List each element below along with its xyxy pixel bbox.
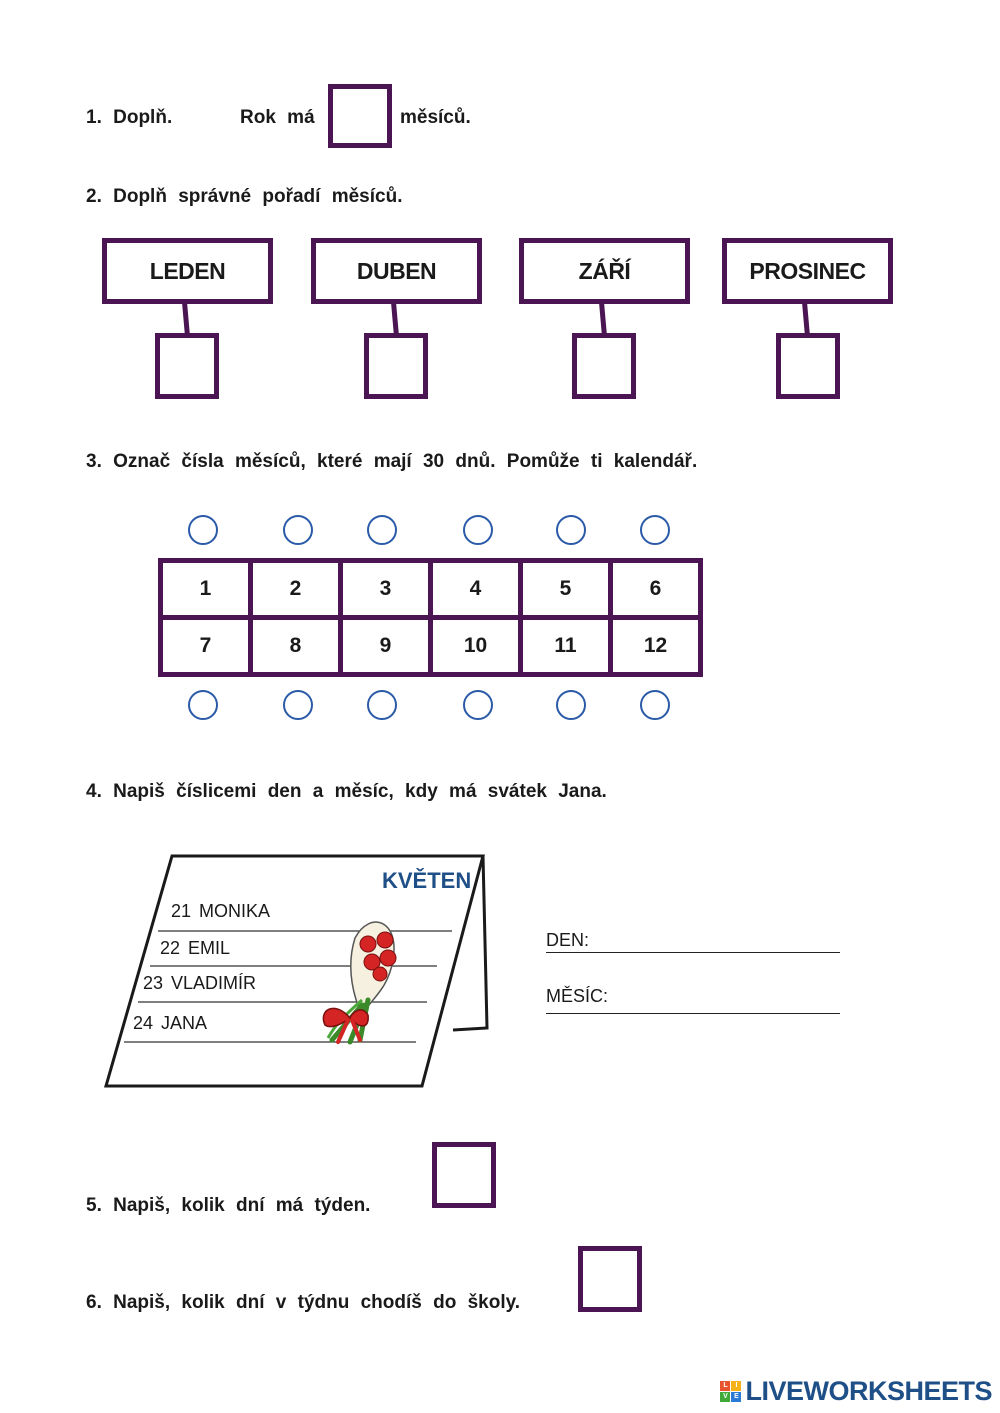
calendar-name-1: 21 MONIKA [171, 901, 271, 921]
calendar-name-3: 23 VLADIMÍR [143, 973, 257, 993]
calendar-name-2: 22 EMIL [160, 938, 231, 958]
month-number-cell: 11 [521, 618, 611, 675]
check-circle-3[interactable] [367, 515, 397, 545]
q1-answer-box[interactable] [328, 84, 392, 148]
q4-text: 4. Napiš číslicemi den a měsíc, kdy má svátek Jana. [86, 781, 607, 802]
q3-text: 3. Označ čísla měsíců, které mají 30 dnů. Pomůže ti kalendář. [86, 451, 698, 472]
check-circle-11[interactable] [556, 690, 586, 720]
q1-after: měsíců. [400, 107, 471, 128]
check-circle-12[interactable] [640, 690, 670, 720]
logo-letter: I [731, 1381, 741, 1391]
logo-letter: L [720, 1381, 730, 1391]
check-circle-2[interactable] [283, 515, 313, 545]
month-number-cell: 12 [611, 618, 701, 675]
month-number-cell: 6 [611, 561, 701, 618]
calendar-name-4: 24 JANA [133, 1013, 208, 1033]
check-circle-9[interactable] [367, 690, 397, 720]
check-circle-5[interactable] [556, 515, 586, 545]
month-number-grid [158, 558, 703, 677]
logo-letter: V [720, 1392, 730, 1402]
q2-answer-box-1[interactable] [155, 333, 219, 399]
day-label: DEN: [546, 930, 590, 950]
grid-row [161, 561, 701, 618]
day-input-line[interactable] [546, 952, 840, 953]
q2-text: 2. Doplň správné pořadí měsíců. [86, 186, 403, 207]
check-circle-4[interactable] [463, 515, 493, 545]
q6-answer-box[interactable] [578, 1246, 642, 1312]
month-number-cell: 9 [341, 618, 431, 675]
month-number-cell: 3 [341, 561, 431, 618]
check-circle-6[interactable] [640, 515, 670, 545]
calendar-month: KVĚTEN [382, 868, 472, 893]
liveworksheets-logo-icon [720, 1381, 741, 1402]
logo-letter: E [731, 1392, 741, 1402]
month-number-cell: 2 [251, 561, 341, 618]
liveworksheets-logo [720, 1376, 992, 1407]
month-label-duben: DUBEN [311, 238, 482, 304]
month-number-cell: 10 [431, 618, 521, 675]
month-label-prosinec: PROSINEC [722, 238, 893, 304]
q2-answer-box-4[interactable] [776, 333, 840, 399]
month-number-cell: 4 [431, 561, 521, 618]
q6-text: 6. Napiš, kolik dní v týdnu chodíš do školy. [86, 1292, 521, 1313]
month-number-cell: 7 [161, 618, 251, 675]
q1-text: 1. Doplň. [86, 107, 173, 128]
month-input-line[interactable] [546, 1013, 840, 1014]
check-circle-8[interactable] [283, 690, 313, 720]
q1-before: Rok má [240, 107, 315, 128]
logo-text: LIVEWORKSHEETS [745, 1376, 992, 1406]
check-circle-1[interactable] [188, 515, 218, 545]
month-number-cell: 1 [161, 561, 251, 618]
month-label: MĚSÍC: [546, 986, 609, 1006]
q5-text: 5. Napiš, kolik dní má týden. [86, 1195, 371, 1216]
check-circle-7[interactable] [188, 690, 218, 720]
q2-answer-box-2[interactable] [364, 333, 428, 399]
check-circle-10[interactable] [463, 690, 493, 720]
grid-row [161, 618, 701, 675]
month-label-zari: ZÁŘÍ [519, 238, 690, 304]
q2-answer-box-3[interactable] [572, 333, 636, 399]
q5-answer-box[interactable] [432, 1142, 496, 1208]
month-number-cell: 8 [251, 618, 341, 675]
month-label-leden: LEDEN [102, 238, 273, 304]
month-number-cell: 5 [521, 561, 611, 618]
